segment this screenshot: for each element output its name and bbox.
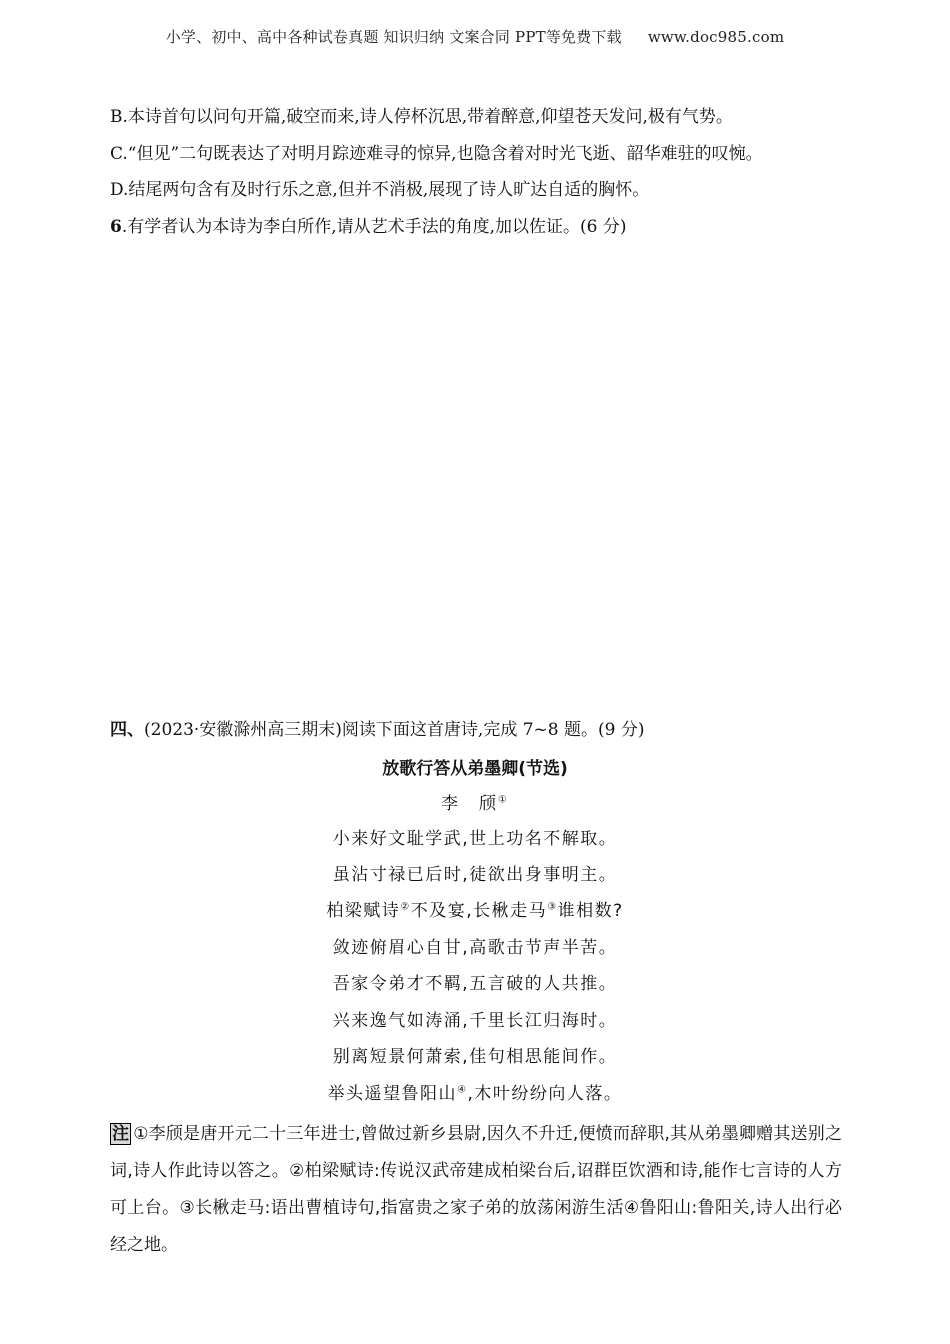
section-4-text: (2023·安徽滁州高三期末)阅读下面这首唐诗,完成 7~8 题。(9 分) — [144, 720, 645, 740]
poem-line-text: 吾家令弟才不羁,五言破的人共推。 — [332, 974, 618, 994]
section-4-heading — [110, 718, 645, 742]
poem-note-mark: ④ — [457, 1084, 468, 1096]
poem-line — [0, 827, 950, 851]
poem-line-text: 谁相数? — [557, 901, 624, 921]
question-6-text: .有学者认为本诗为李白所作,请从艺术手法的角度,加以佐证。(6 分) — [121, 217, 627, 237]
option-d: D.结尾两句含有及时行乐之意,但并不消极,展现了诗人旷达自适的胸怀。 — [110, 180, 650, 200]
poem-line — [0, 972, 950, 996]
poem-line — [0, 1082, 950, 1106]
question-6 — [110, 215, 627, 239]
poem-line-text: 不及宴,长楸走马 — [410, 901, 548, 921]
poem-line — [0, 1009, 950, 1033]
poem-line-text: 别离短景何萧索,佳句相思能间作。 — [332, 1047, 618, 1067]
poem-author — [0, 792, 950, 816]
poem-line — [0, 1045, 950, 1069]
poem-line-text: 敛迹俯眉心自甘,高歌击节声半苦。 — [332, 938, 618, 958]
option-c: C.“但见”二句既表达了对明月踪迹难寻的惊异,也隐含着对时光飞逝、韶华难驻的叹惋。 — [110, 144, 763, 164]
option-b: B.本诗首句以问句开篇,破空而来,诗人停杯沉思,带着醉意,仰望苍天发问,极有气势。 — [110, 107, 733, 127]
header-url[interactable]: www.doc985.com — [647, 28, 785, 46]
note-text: ①李颀是唐开元二十三年进士,曾做过新乡县尉,因久不升迁,便愤而辞职,其从弟墨卿赠其送别之词,诗人作此诗以答之。②柏梁赋诗:传说汉武帝建成柏梁台后,诏群臣饮酒和诗,能作七言诗的人方可上台。③长楸走马:语出曹植诗句,指富贵之家子弟的放荡闲游生活④鲁阳山:鲁阳关,诗人出行必经之地。 — [110, 1124, 842, 1255]
poem-line-text: 兴来逸气如涛涌,千里长江归海时。 — [332, 1011, 618, 1031]
poem-notes — [110, 1116, 842, 1264]
poem-line — [0, 863, 950, 887]
poem-line-text: 柏梁赋诗 — [326, 901, 401, 921]
poem-line — [0, 899, 950, 923]
section-4-label: 四、 — [110, 720, 144, 740]
poem-line-text: 举头遥望鲁阳山 — [327, 1084, 458, 1104]
page-header — [0, 26, 950, 47]
poem-line-text: 虽沾寸禄已后时,徒欲出身事明主。 — [332, 865, 618, 885]
poem-line — [0, 936, 950, 960]
poem-line-text: ,木叶纷纷向人落。 — [467, 1084, 623, 1104]
poem-title: 放歌行答从弟墨卿(节选) — [382, 759, 568, 779]
note-tag: 注 — [112, 1124, 129, 1144]
poem-note-mark: ③ — [547, 901, 558, 913]
poem-note-mark: ② — [400, 901, 411, 913]
header-text: 小学、初中、高中各种试卷真题 知识归纳 文案合同 PPT等免费下载 — [165, 28, 622, 46]
poem-author-note-mark: ① — [498, 794, 509, 806]
poem-author-name: 李 颀 — [441, 794, 499, 814]
poem-line-text: 小来好文耻学武,世上功名不解取。 — [332, 829, 618, 849]
question-6-number: 6 — [110, 217, 122, 237]
